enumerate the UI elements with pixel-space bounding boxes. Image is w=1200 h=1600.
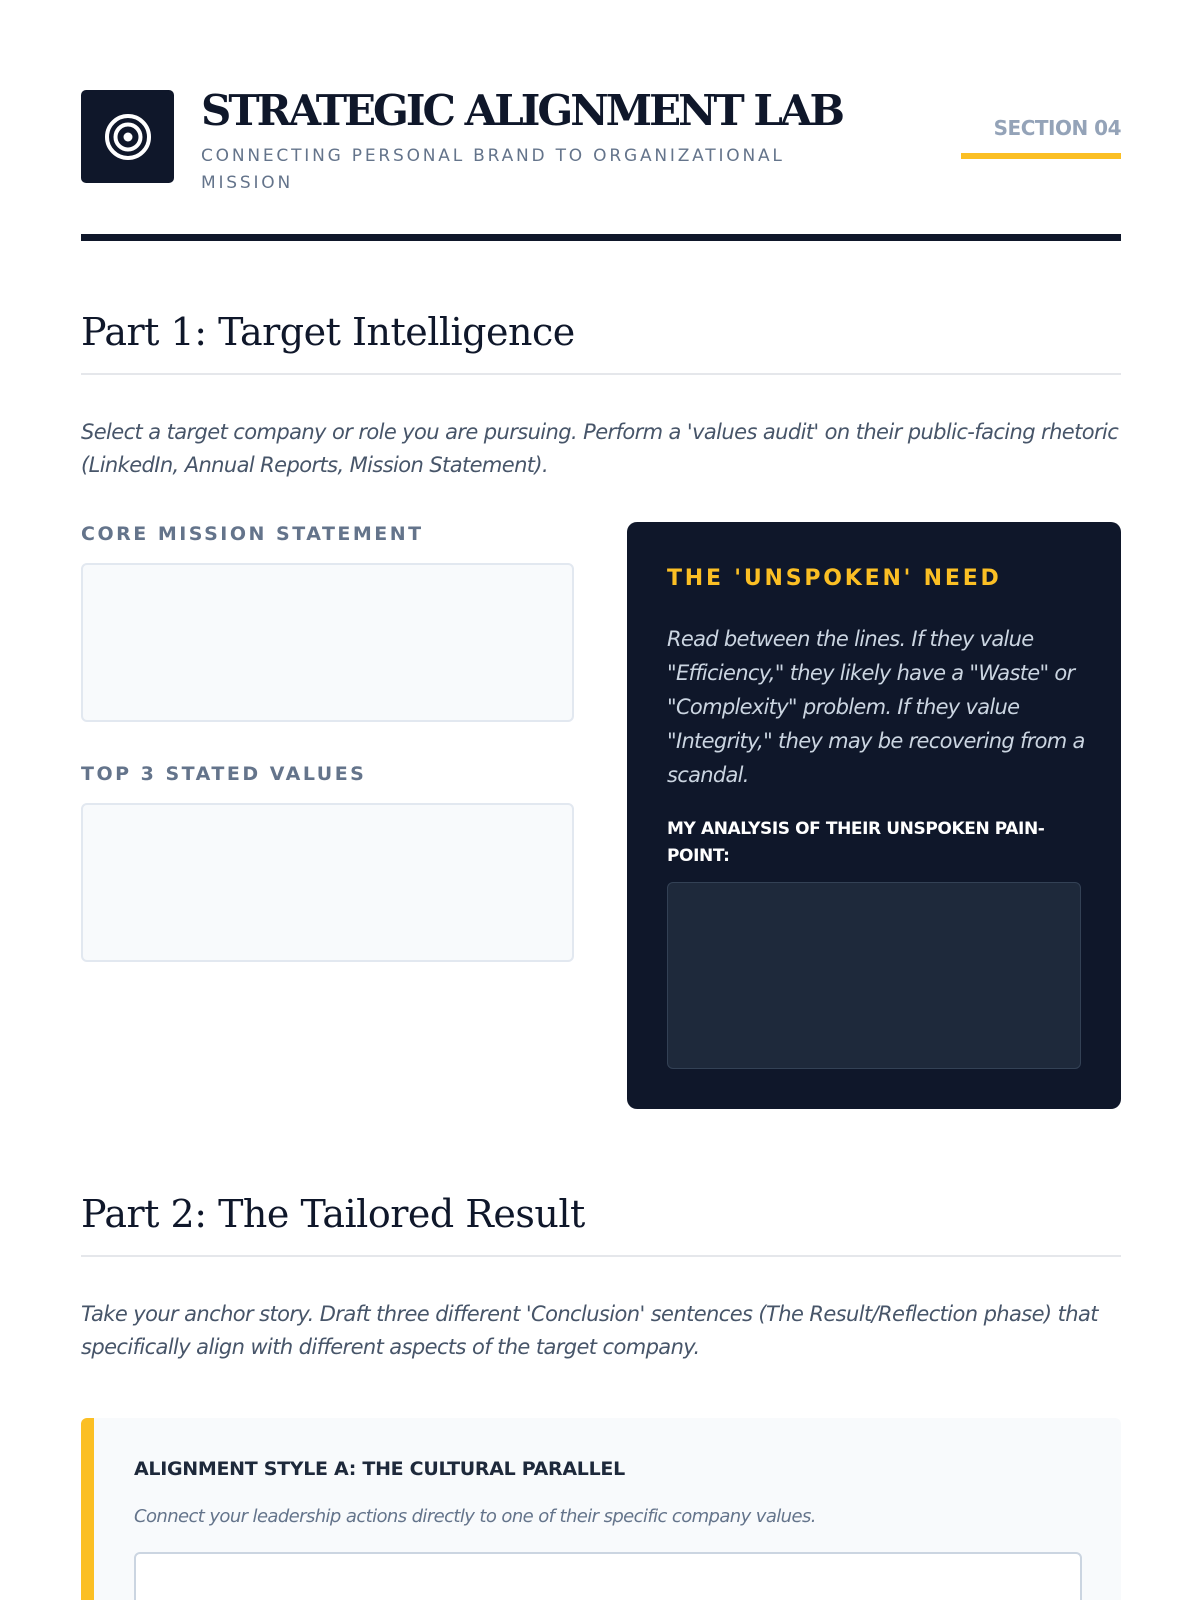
stated-values-label: TOP 3 STATED VALUES — [81, 763, 367, 785]
header-divider — [81, 234, 1121, 241]
target-icon — [103, 112, 153, 162]
page-subtitle: CONNECTING PERSONAL BRAND TO ORGANIZATIONAL MISSION — [201, 146, 785, 193]
part1-heading: Part 1: Target Intelligence — [81, 310, 575, 354]
pain-point-analysis-field[interactable] — [667, 882, 1081, 1069]
stated-values-field[interactable] — [81, 803, 574, 962]
section-number: SECTION 04 — [993, 116, 1121, 140]
part1-instructions: Select a target company or role you are pursuing. Perform a 'values audit' on their public-facing rhetoric (LinkedIn, Annual Reports, Mission Statement). — [81, 420, 1119, 477]
alignment-style-a-description: Connect your leadership actions directly to one of their specific company values. — [134, 1506, 816, 1527]
worksheet-page — [81, 0, 1121, 1600]
unspoken-need-panel — [627, 522, 1121, 1109]
part2-divider — [81, 1255, 1121, 1257]
unspoken-need-title: THE 'UNSPOKEN' NEED — [667, 566, 1002, 591]
mission-statement-field[interactable] — [81, 563, 574, 722]
page-header — [81, 86, 1121, 242]
part2-heading: Part 2: The Tailored Result — [81, 1192, 585, 1236]
part2-instructions: Take your anchor story. Draft three different 'Conclusion' sentences (The Result/Reflection phase) that specifically align with different aspects of the target company. — [81, 1302, 1098, 1359]
page-title: STRATEGIC ALIGNMENT LAB — [201, 86, 843, 135]
logo — [81, 90, 174, 183]
alignment-style-a-card — [81, 1418, 1121, 1600]
section-underline — [961, 153, 1121, 159]
alignment-accent-bar — [81, 1418, 94, 1600]
mission-statement-label: CORE MISSION STATEMENT — [81, 523, 424, 545]
unspoken-need-text: Read between the lines. If they value "Efficiency," they likely have a "Waste" or "Complexity" problem. If they value "Integrity," they may be recovering from a scandal. — [667, 627, 1085, 787]
part1-divider — [81, 373, 1121, 375]
pain-point-analysis-label: MY ANALYSIS OF THEIR UNSPOKEN PAIN-POINT: — [667, 819, 1045, 866]
alignment-style-a-field[interactable] — [134, 1552, 1082, 1600]
alignment-style-a-title: ALIGNMENT STYLE A: THE CULTURAL PARALLEL — [134, 1458, 625, 1480]
